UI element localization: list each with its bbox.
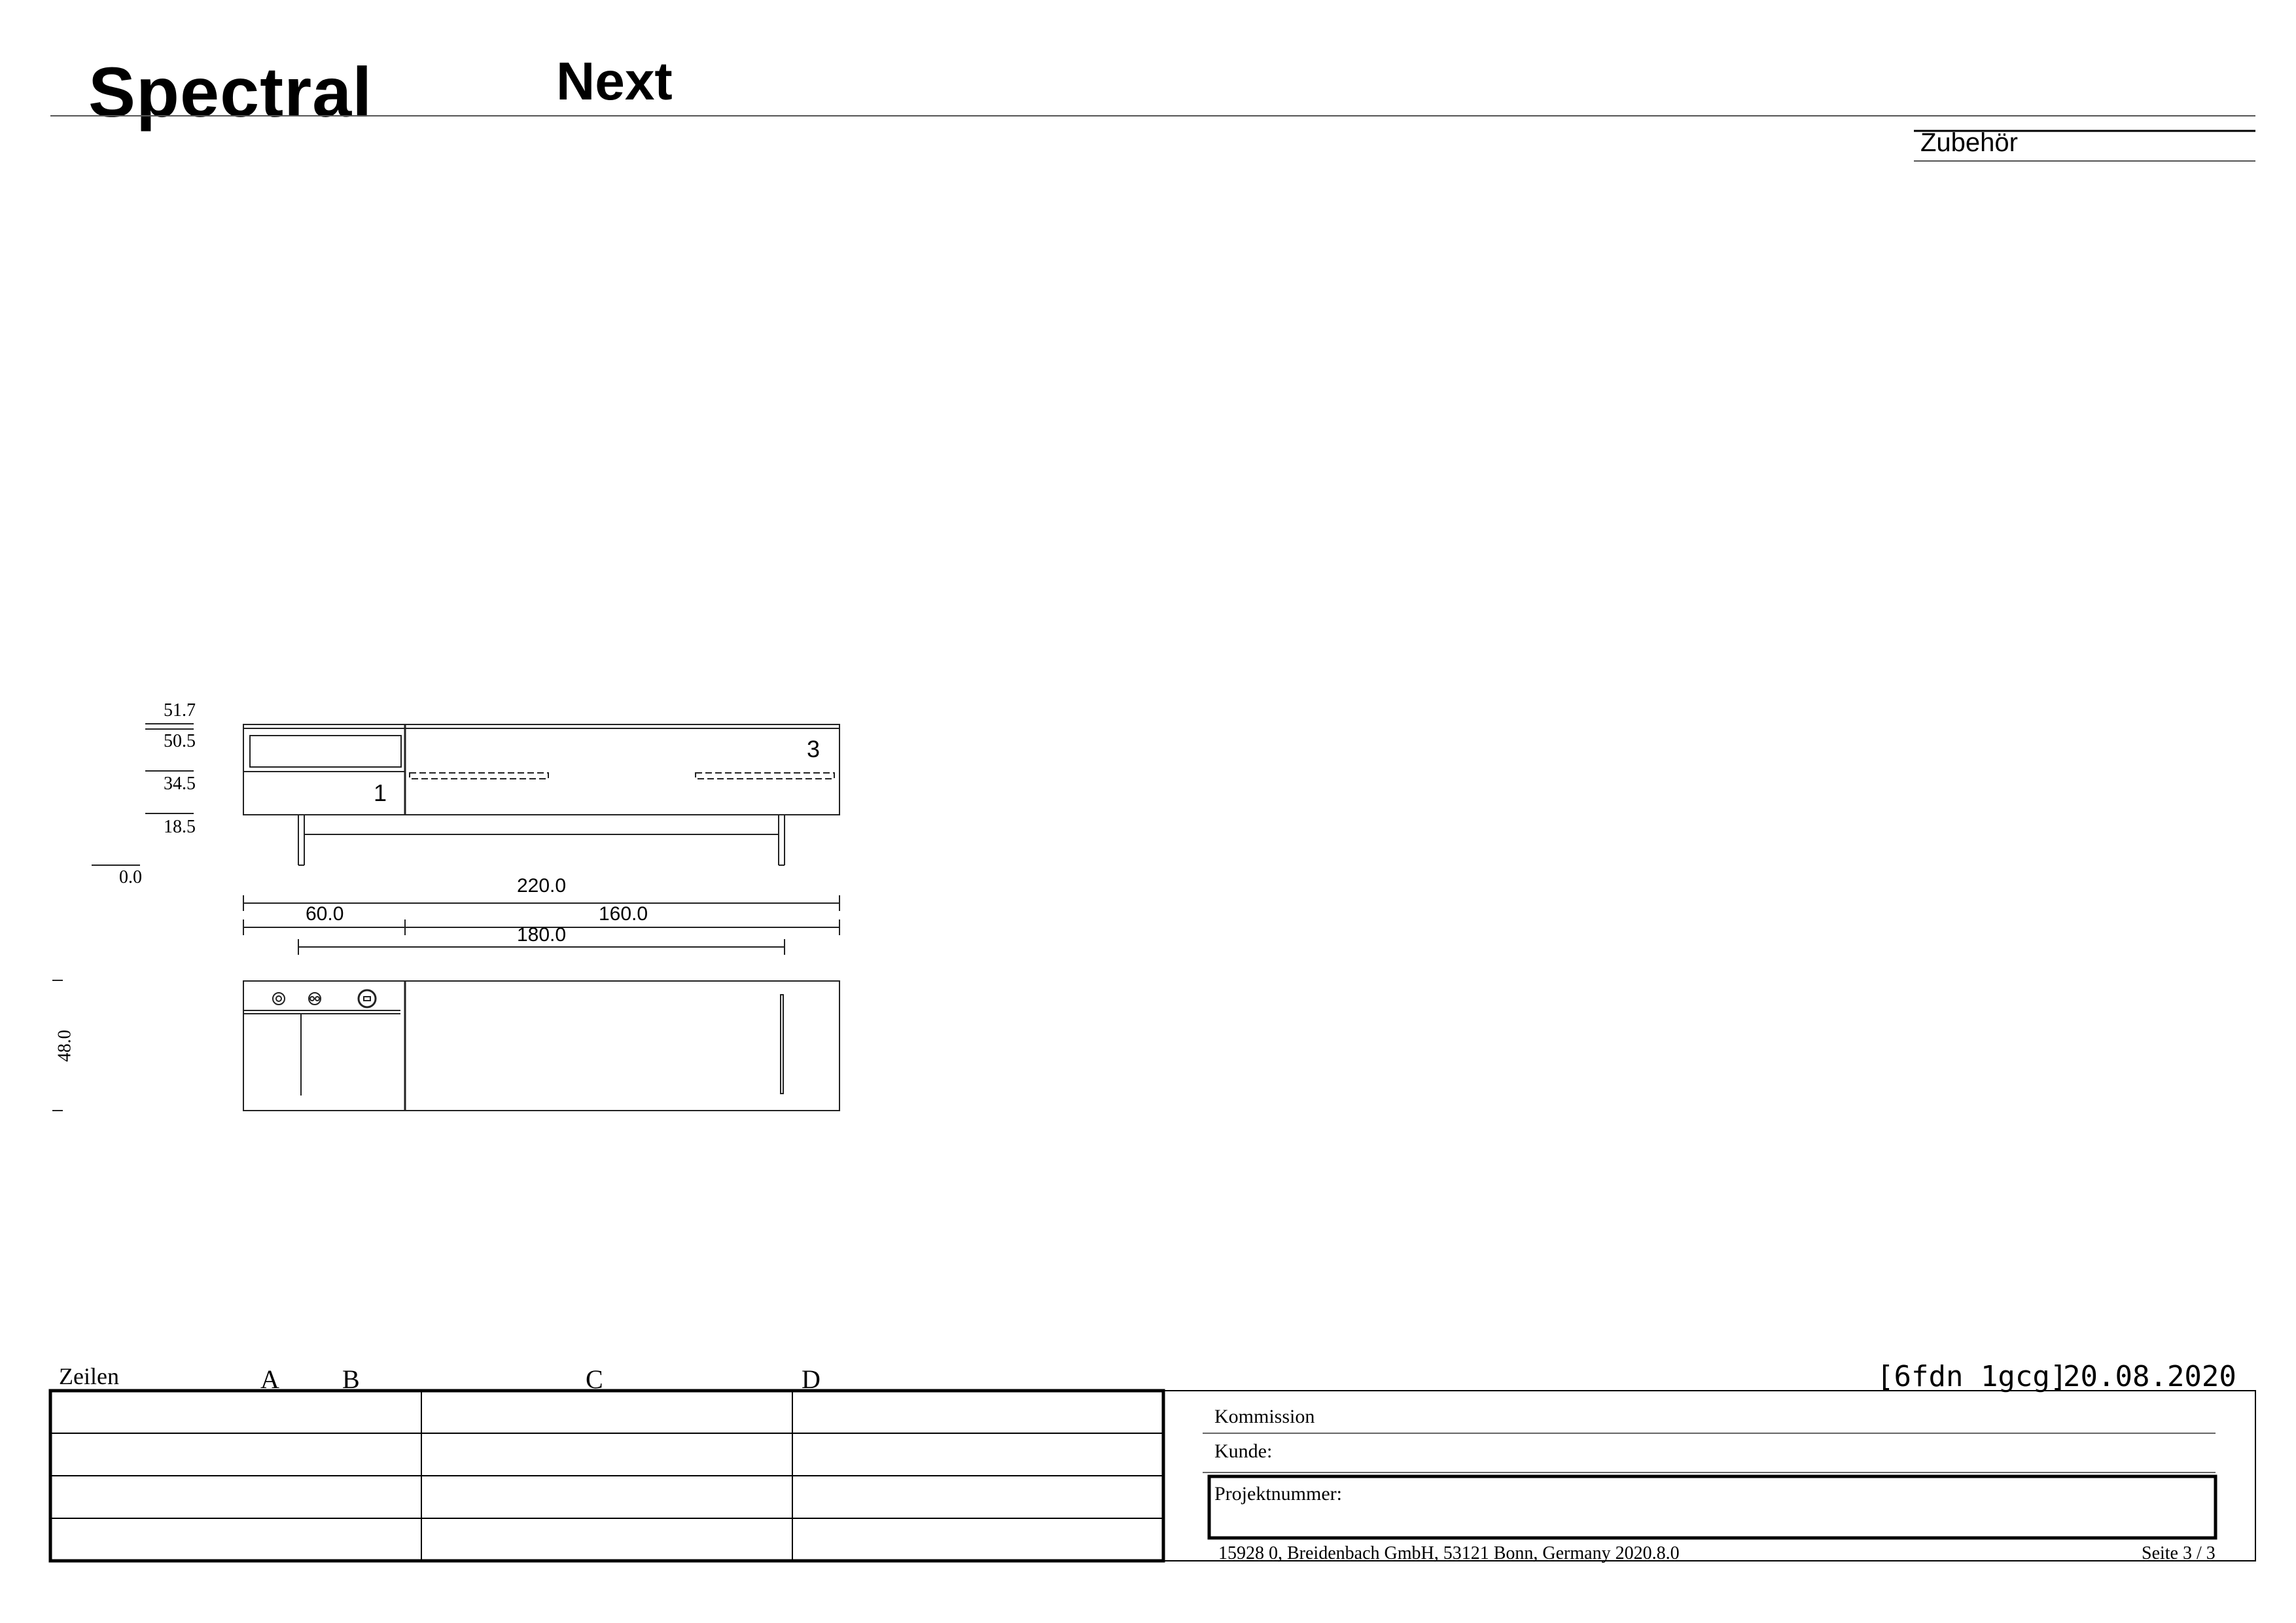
column-header-d: D [802,1364,821,1394]
footer-company: 15928 0, Breidenbach GmbH, 53121 Bonn, Germany 2020.8.0 [1218,1543,1680,1563]
project-number-box [1209,1476,2216,1538]
height-label: 51.7 [164,700,196,721]
projektnummer-label: Projektnummer: [1214,1483,1342,1505]
document-id: [6fdn 1gcg] [1877,1360,2068,1393]
kunde-label: Kunde: [1214,1440,1273,1462]
title-block-frame [1163,1391,2255,1561]
section-title: Zubehör [1920,128,2018,157]
kommission-label: Kommission [1214,1406,1315,1427]
column-header-c: C [586,1364,603,1394]
cabinet-body [243,724,839,815]
hidden-handle [696,773,834,779]
height-label: 50.5 [164,731,196,751]
elevation-view [92,724,839,955]
plan-outline [243,981,839,1111]
hidden-handle [410,773,548,779]
width-label-total: 220.0 [517,875,567,897]
width-label-legs: 180.0 [517,924,567,946]
column-header-a: A [260,1364,279,1394]
cable-outlet-icon [315,997,319,1001]
height-label: 0.0 [119,867,142,887]
depth-label: 48.0 [54,1029,75,1062]
cable-outlet-icon [276,996,281,1001]
product-title: Next [556,52,673,111]
height-label: 34.5 [164,774,196,794]
cable-outlet-icon [364,997,370,1001]
document-date: 20.08.2020 [2063,1360,2236,1393]
brand-title: Spectral [88,52,373,132]
row-table-grid [50,1391,1163,1561]
open-shelf [250,736,401,767]
page-number: Seite 3 / 3 [2142,1543,2216,1563]
rows-label: Zeilen [59,1363,119,1389]
cable-outlet-icon [359,990,376,1007]
cable-outlet-icon [273,993,285,1005]
height-label: 18.5 [164,817,196,837]
width-label-left: 60.0 [306,903,344,925]
width-label-right: 160.0 [599,903,648,925]
cable-outlet-icon [310,997,314,1001]
compartment-marker: 3 [807,736,821,762]
compartment-marker: 1 [374,779,387,806]
column-header-b: B [342,1364,360,1394]
plan-handle [781,995,783,1094]
plan-view [52,980,839,1111]
